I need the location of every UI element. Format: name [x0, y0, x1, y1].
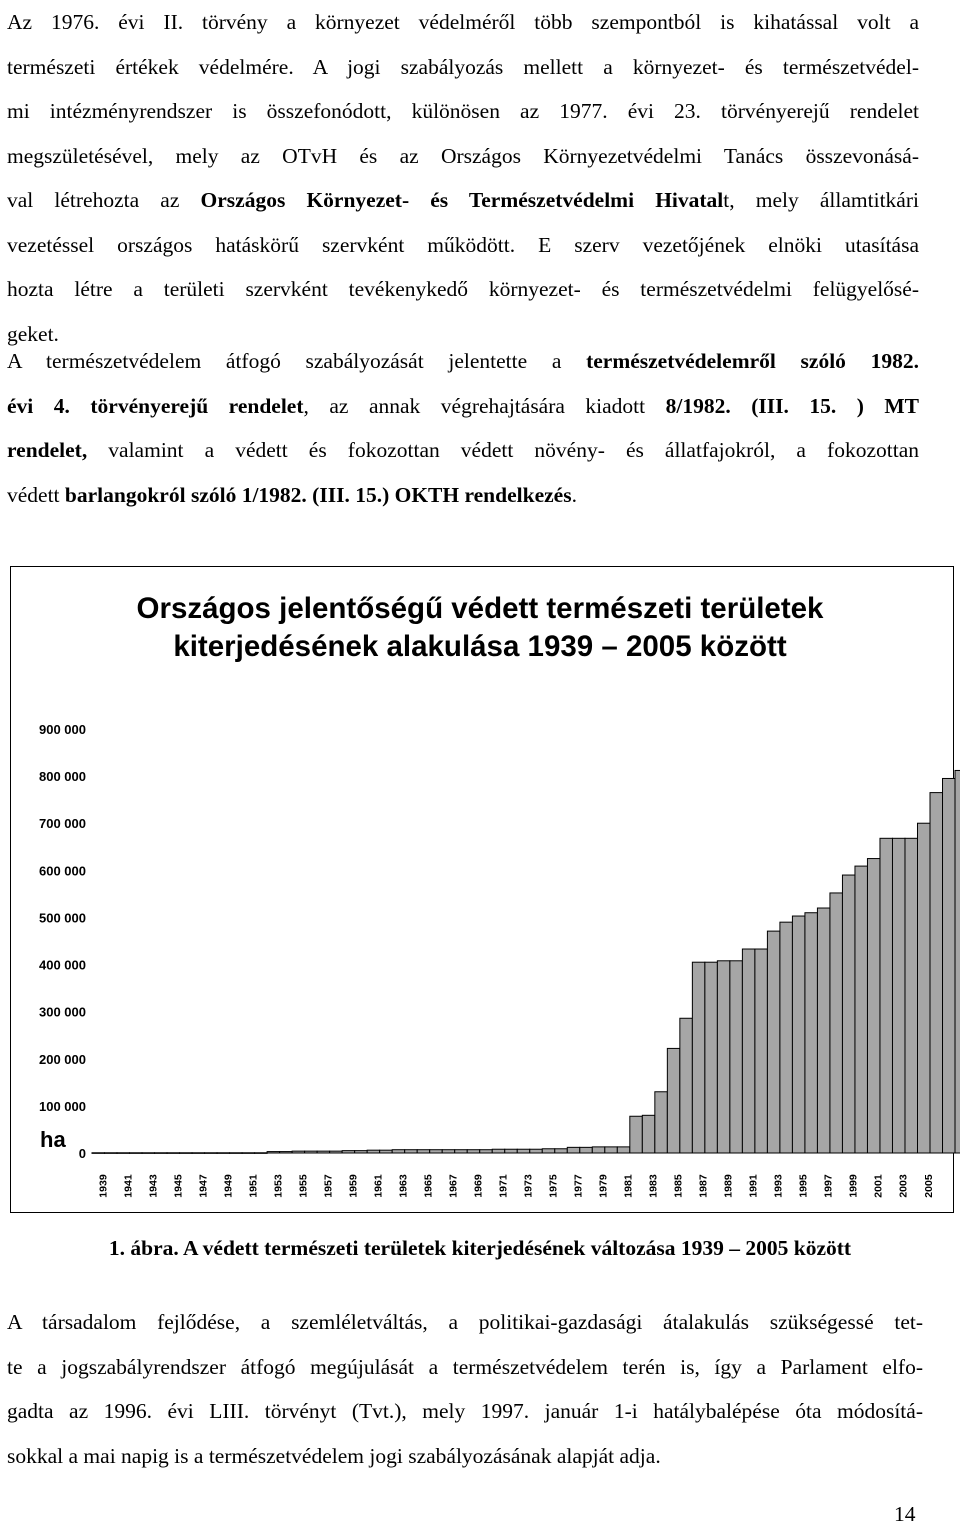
bar-1964	[405, 1150, 418, 1153]
bar-2000	[855, 866, 868, 1153]
y-tick-label: 700 000	[39, 816, 86, 832]
bar-1995	[792, 916, 805, 1153]
bar-1953	[267, 1152, 280, 1153]
bar-1969	[467, 1150, 480, 1153]
chart-title-line-2: kiterjedésének alakulása 1939 – 2005 között	[173, 630, 787, 663]
x-tick-label: 1941	[122, 1174, 135, 1198]
bold-text: 8/1982. (III. 15. ) MT	[665, 393, 919, 418]
x-tick-label: 1999	[847, 1174, 860, 1198]
bar-1943	[142, 1153, 155, 1154]
y-tick-label: 900 000	[39, 722, 86, 737]
text-line: A társadalom fejlődése, a szemléletváltás, a politikai-gazdasági átalakulás szükségessé tet-	[7, 1310, 923, 1334]
x-tick-label: 1995	[797, 1174, 810, 1198]
bar-1970	[480, 1150, 493, 1153]
text-line: vezetéssel országos hatáskörű szervként működött. E szerv vezetőjének elnöki utasítása	[7, 232, 919, 257]
bar-1946	[180, 1153, 193, 1154]
bar-1979	[592, 1147, 605, 1153]
bar-undefined	[930, 793, 943, 1153]
y-tick-label: 0	[78, 1146, 86, 1161]
bar-1957	[317, 1151, 330, 1153]
x-tick-label: 1945	[172, 1174, 185, 1198]
text-line: A természetvédelem átfogó szabályozását jelentette a természetvédelemről szóló 1982.	[7, 349, 919, 373]
text-line: Az 1976. évi II. törvény a környezet védelméről több szempontból is kihatással volt a	[7, 10, 919, 34]
bar-1977	[567, 1147, 580, 1153]
x-tick-label: 1973	[522, 1174, 535, 1198]
text-line: val létrehozta az Országos Környezet- és Természetvédelmi Hivatalt, mely államtitkári	[7, 188, 919, 212]
bold-text: rendelet,	[7, 438, 88, 462]
text-line: gadta az 1996. évi LIII. törvényt (Tvt.), mely 1997. január 1-i hatálybalépése óta módosítá-	[7, 1399, 923, 1423]
x-tick-label: 1985	[672, 1174, 685, 1198]
x-tick-label: 1955	[297, 1174, 310, 1198]
text-line: mi intézményrendszer is összefonódott, különösen az 1977. évi 23. törvényerejű rendelet	[7, 99, 919, 123]
text-line: sokkal a mai napig is a természetvédelem jogi szabályozásának alapját adja.	[7, 1443, 661, 1468]
bold-text: barlangokról szóló 1/1982. (III. 15.) OKTH rendelkezés	[64, 482, 572, 507]
bar-1954	[280, 1152, 293, 1153]
bar-1942	[130, 1153, 143, 1154]
bar-1981	[617, 1147, 630, 1153]
figure-caption-text: A védett természeti területek kiterjedésének változása 1939 – 2005 között	[178, 1236, 852, 1260]
x-tick-label: 1943	[147, 1174, 160, 1198]
text-line: hozta létre a területi szervként tevékenykedő környezet- és természetvédelmi felügyelősé-	[7, 277, 919, 301]
bar-2002	[880, 838, 893, 1153]
bar-1991	[742, 949, 755, 1153]
bar-1939	[92, 1153, 105, 1154]
bar-1992	[755, 949, 768, 1153]
x-tick-label: 1993	[772, 1174, 785, 1198]
x-tick-label: 1971	[497, 1174, 510, 1198]
x-tick-label: 1981	[622, 1174, 635, 1198]
x-tick-label: 1961	[372, 1174, 385, 1198]
bar-1948	[205, 1153, 218, 1154]
x-tick-label: 1939	[97, 1174, 110, 1198]
bar-1987	[692, 962, 705, 1153]
x-tick-label: 1949	[222, 1174, 235, 1198]
bar-1944	[155, 1153, 168, 1154]
y-tick-label: 600 000	[39, 863, 86, 879]
bar-1988	[705, 962, 718, 1153]
chart-title-line-1: Országos jelentőségű védett természeti területek	[136, 592, 824, 625]
bar-2004	[905, 838, 918, 1153]
bold-text: természetvédelemről szóló 1982.	[586, 349, 919, 373]
bar-1997	[817, 908, 830, 1153]
bar-undefined	[955, 770, 960, 1153]
bar-1972	[505, 1149, 518, 1153]
bold-text: évi 4. törvényerejű rendelet	[7, 393, 304, 418]
bar-1993	[767, 931, 780, 1153]
bar-1998	[830, 893, 843, 1153]
bar-2001	[867, 859, 880, 1153]
bar-1999	[842, 875, 855, 1153]
bar-1958	[330, 1151, 343, 1153]
x-tick-label: 1969	[472, 1174, 485, 1198]
bar-1962	[380, 1150, 393, 1153]
x-tick-label: 1963	[397, 1174, 410, 1198]
x-tick-label: 1987	[697, 1174, 710, 1198]
bar-1941	[117, 1153, 130, 1154]
bar-1994	[780, 922, 793, 1153]
y-tick-label: 300 000	[39, 1004, 86, 1020]
y-tick-label: 100 000	[39, 1098, 86, 1114]
bar-undefined	[943, 778, 956, 1153]
bar-1976	[555, 1149, 568, 1153]
text-line: te a jogszabályrendszer átfogó megújulását a természetvédelem terén is, így a Parlament elfo-	[7, 1354, 923, 1379]
bar-1950	[230, 1153, 243, 1154]
bar-1961	[367, 1150, 380, 1153]
x-tick-label: 1957	[322, 1174, 335, 1198]
text-line: védett barlangokról szóló 1/1982. (III. 15.) OKTH rendelkezés.	[7, 482, 577, 507]
bar-2005	[917, 823, 930, 1153]
y-tick-label: 200 000	[39, 1051, 86, 1067]
bar-1951	[242, 1153, 255, 1154]
x-tick-label: 2001	[872, 1174, 885, 1198]
bar-1945	[167, 1153, 180, 1154]
bar-1956	[305, 1151, 318, 1153]
bar-1952	[255, 1153, 268, 1154]
bar-1949	[217, 1153, 230, 1154]
bar-1986	[680, 1018, 693, 1153]
y-axis-unit-label: ha	[40, 1127, 66, 1152]
text-line: megszületésével, mely az OTvH és az Országos Környezetvédelmi Tanács összevonásá-	[7, 143, 919, 168]
x-tick-label: 1989	[722, 1174, 735, 1198]
bar-1978	[580, 1147, 593, 1153]
bar-1965	[417, 1150, 430, 1153]
bold-text: Országos Környezet- és Természetvédelmi Hivatal	[200, 188, 724, 212]
bar-1966	[430, 1150, 443, 1153]
bar-1963	[392, 1150, 405, 1153]
text-line: geket.	[7, 321, 59, 346]
text-line: természeti értékek védelmére. A jogi szabályozás mellett a környezet- és természetvédel-	[7, 54, 919, 79]
bar-1967	[442, 1150, 455, 1153]
y-tick-label: 500 000	[39, 910, 86, 926]
y-tick-label: 800 000	[39, 769, 86, 785]
bar-1984	[655, 1092, 668, 1153]
bar-1971	[492, 1149, 505, 1153]
bar-1980	[605, 1147, 618, 1153]
x-tick-label: 1983	[647, 1174, 660, 1198]
page-number: 14	[894, 1502, 916, 1526]
x-tick-label: 1951	[247, 1174, 260, 1198]
x-tick-label: 1997	[822, 1174, 835, 1198]
x-tick-label: 1965	[422, 1174, 435, 1198]
text-line: rendelet, valamint a védett és fokozottan védett növény- és állatfajokról, a fokozottan	[7, 438, 919, 462]
paragraph-tvt-1996	[7, 1300, 923, 1478]
bar-1947	[192, 1153, 205, 1154]
bar-1975	[542, 1149, 555, 1153]
bar-1968	[455, 1150, 468, 1153]
bar-1982	[630, 1116, 643, 1153]
x-tick-label: 1977	[572, 1174, 585, 1198]
bar-2003	[892, 838, 905, 1153]
x-tick-label: 1947	[197, 1174, 210, 1198]
figure-caption	[0, 1236, 960, 1261]
bar-1960	[355, 1151, 368, 1153]
bar-1996	[805, 913, 818, 1153]
bar-1985	[667, 1048, 680, 1153]
x-tick-label: 1979	[597, 1174, 610, 1198]
bar-1983	[642, 1115, 655, 1153]
x-tick-label: 1967	[447, 1174, 460, 1198]
x-tick-label: 1975	[547, 1174, 560, 1198]
bar-1973	[517, 1149, 530, 1153]
bar-1990	[730, 961, 743, 1153]
x-tick-label: 2005	[922, 1174, 935, 1198]
bar-1974	[530, 1149, 543, 1153]
x-tick-label: 2003	[897, 1174, 910, 1198]
figure-number: 1. ábra.	[108, 1236, 179, 1260]
x-tick-label: 1953	[272, 1174, 285, 1198]
x-tick-label: 1991	[747, 1174, 760, 1198]
bar-1989	[717, 961, 730, 1153]
bar-1955	[292, 1151, 305, 1153]
bar-1959	[342, 1151, 355, 1153]
text-line: évi 4. törvényerejű rendelet, az annak végrehajtására kiadott 8/1982. (III. 15. ) MT	[7, 393, 919, 418]
bar-1940	[105, 1153, 118, 1154]
y-tick-label: 400 000	[39, 957, 86, 973]
x-tick-label: 1959	[347, 1174, 360, 1198]
